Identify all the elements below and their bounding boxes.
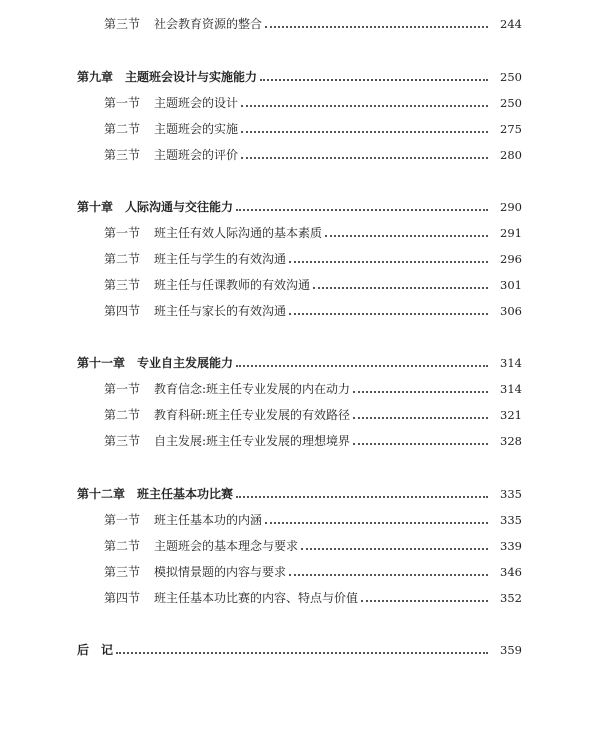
page-number: 291: [500, 226, 522, 240]
section-number: 第四节: [104, 304, 141, 318]
page-number: 328: [500, 434, 522, 448]
page-number: 352: [500, 591, 522, 605]
chapter-number: 第十一章: [77, 356, 126, 370]
section-title: 主题班会的设计: [154, 96, 239, 110]
dot-leader: [289, 573, 488, 576]
toc-section-row[interactable]: [0, 301, 600, 321]
chapter-title: 人际沟通与交往能力: [125, 200, 234, 214]
section-number: 第三节: [104, 278, 141, 292]
toc-section-row[interactable]: [0, 249, 600, 269]
dot-leader: [236, 364, 488, 367]
toc-chapter-row[interactable]: [0, 484, 600, 504]
toc-section-row[interactable]: [0, 379, 600, 399]
toc-section-row[interactable]: [0, 536, 600, 556]
section-title: 班主任与家长的有效沟通: [154, 304, 287, 318]
section-number: 第一节: [104, 96, 141, 110]
toc-section-row[interactable]: [0, 14, 600, 34]
page-number: 275: [500, 122, 522, 136]
section-number: 第四节: [104, 591, 141, 605]
dot-leader: [241, 130, 488, 133]
dot-leader: [301, 547, 488, 550]
section-number: 第二节: [104, 539, 141, 553]
section-title: 教育信念:班主任专业发展的内在动力: [154, 382, 351, 396]
toc-section-row[interactable]: [0, 223, 600, 243]
page-number: 321: [500, 408, 522, 422]
dot-leader: [353, 442, 488, 445]
section-number: 第二节: [104, 408, 141, 422]
section-number: 第一节: [104, 513, 141, 527]
toc-section-row[interactable]: [0, 405, 600, 425]
page-number: 335: [500, 513, 522, 527]
chapter-title: 主题班会设计与实施能力: [125, 70, 258, 84]
section-number: 第三节: [104, 434, 141, 448]
toc-section-row[interactable]: [0, 588, 600, 608]
toc-section-row[interactable]: [0, 119, 600, 139]
dot-leader: [236, 495, 488, 498]
afterword-label: 后 记: [77, 643, 114, 657]
dot-leader: [265, 25, 488, 28]
chapter-number: 第十二章: [77, 487, 126, 501]
page-number: 301: [500, 278, 522, 292]
section-number: 第二节: [104, 252, 141, 266]
toc-section-row[interactable]: [0, 562, 600, 582]
page-number: 244: [500, 17, 522, 31]
dot-leader: [116, 651, 488, 654]
section-number: 第三节: [104, 148, 141, 162]
page-number: 339: [500, 539, 522, 553]
chapter-number: 第十章: [77, 200, 114, 214]
page-number: 335: [500, 487, 522, 501]
dot-leader: [241, 156, 488, 159]
section-title: 班主任与学生的有效沟通: [154, 252, 287, 266]
page-number: 290: [500, 200, 522, 214]
dot-leader: [325, 234, 488, 237]
chapter-title: 专业自主发展能力: [137, 356, 234, 370]
section-title: 班主任基本功比赛的内容、特点与价值: [154, 591, 359, 605]
section-number: 第二节: [104, 122, 141, 136]
dot-leader: [313, 286, 488, 289]
section-title: 模拟情景题的内容与要求: [154, 565, 287, 579]
toc-section-row[interactable]: [0, 145, 600, 165]
section-title: 班主任基本功的内涵: [154, 513, 263, 527]
dot-leader: [289, 312, 488, 315]
section-title: 主题班会的基本理念与要求: [154, 539, 299, 553]
toc-section-row[interactable]: [0, 510, 600, 530]
toc-afterword-row[interactable]: [0, 640, 600, 660]
toc-chapter-row[interactable]: [0, 197, 600, 217]
toc-section-row[interactable]: [0, 93, 600, 113]
page-number: 280: [500, 148, 522, 162]
chapter-number: 第九章: [77, 70, 114, 84]
page-number: 359: [500, 643, 522, 657]
section-title: 主题班会的实施: [154, 122, 239, 136]
dot-leader: [353, 390, 488, 393]
section-number: 第一节: [104, 382, 141, 396]
dot-leader: [265, 521, 488, 524]
page-number: 346: [500, 565, 522, 579]
section-title: 社会教育资源的整合: [154, 17, 263, 31]
page-number: 250: [500, 96, 522, 110]
page-number: 314: [500, 356, 522, 370]
section-number: 第三节: [104, 17, 141, 31]
section-number: 第一节: [104, 226, 141, 240]
dot-leader: [241, 104, 488, 107]
section-title: 主题班会的评价: [154, 148, 239, 162]
dot-leader: [353, 416, 488, 419]
page-number: 306: [500, 304, 522, 318]
dot-leader: [289, 260, 488, 263]
section-title: 班主任有效人际沟通的基本素质: [154, 226, 323, 240]
toc-section-row[interactable]: [0, 431, 600, 451]
page-number: 296: [500, 252, 522, 266]
section-title: 自主发展:班主任专业发展的理想境界: [154, 434, 351, 448]
dot-leader: [361, 599, 488, 602]
toc-chapter-row[interactable]: [0, 67, 600, 87]
dot-leader: [260, 78, 488, 81]
toc-section-row[interactable]: [0, 275, 600, 295]
page-number: 250: [500, 70, 522, 84]
page-number: 314: [500, 382, 522, 396]
dot-leader: [236, 208, 488, 211]
section-number: 第三节: [104, 565, 141, 579]
chapter-title: 班主任基本功比赛: [137, 487, 234, 501]
section-title: 班主任与任课教师的有效沟通: [154, 278, 311, 292]
section-title: 教育科研:班主任专业发展的有效路径: [154, 408, 351, 422]
toc-chapter-row[interactable]: [0, 353, 600, 373]
